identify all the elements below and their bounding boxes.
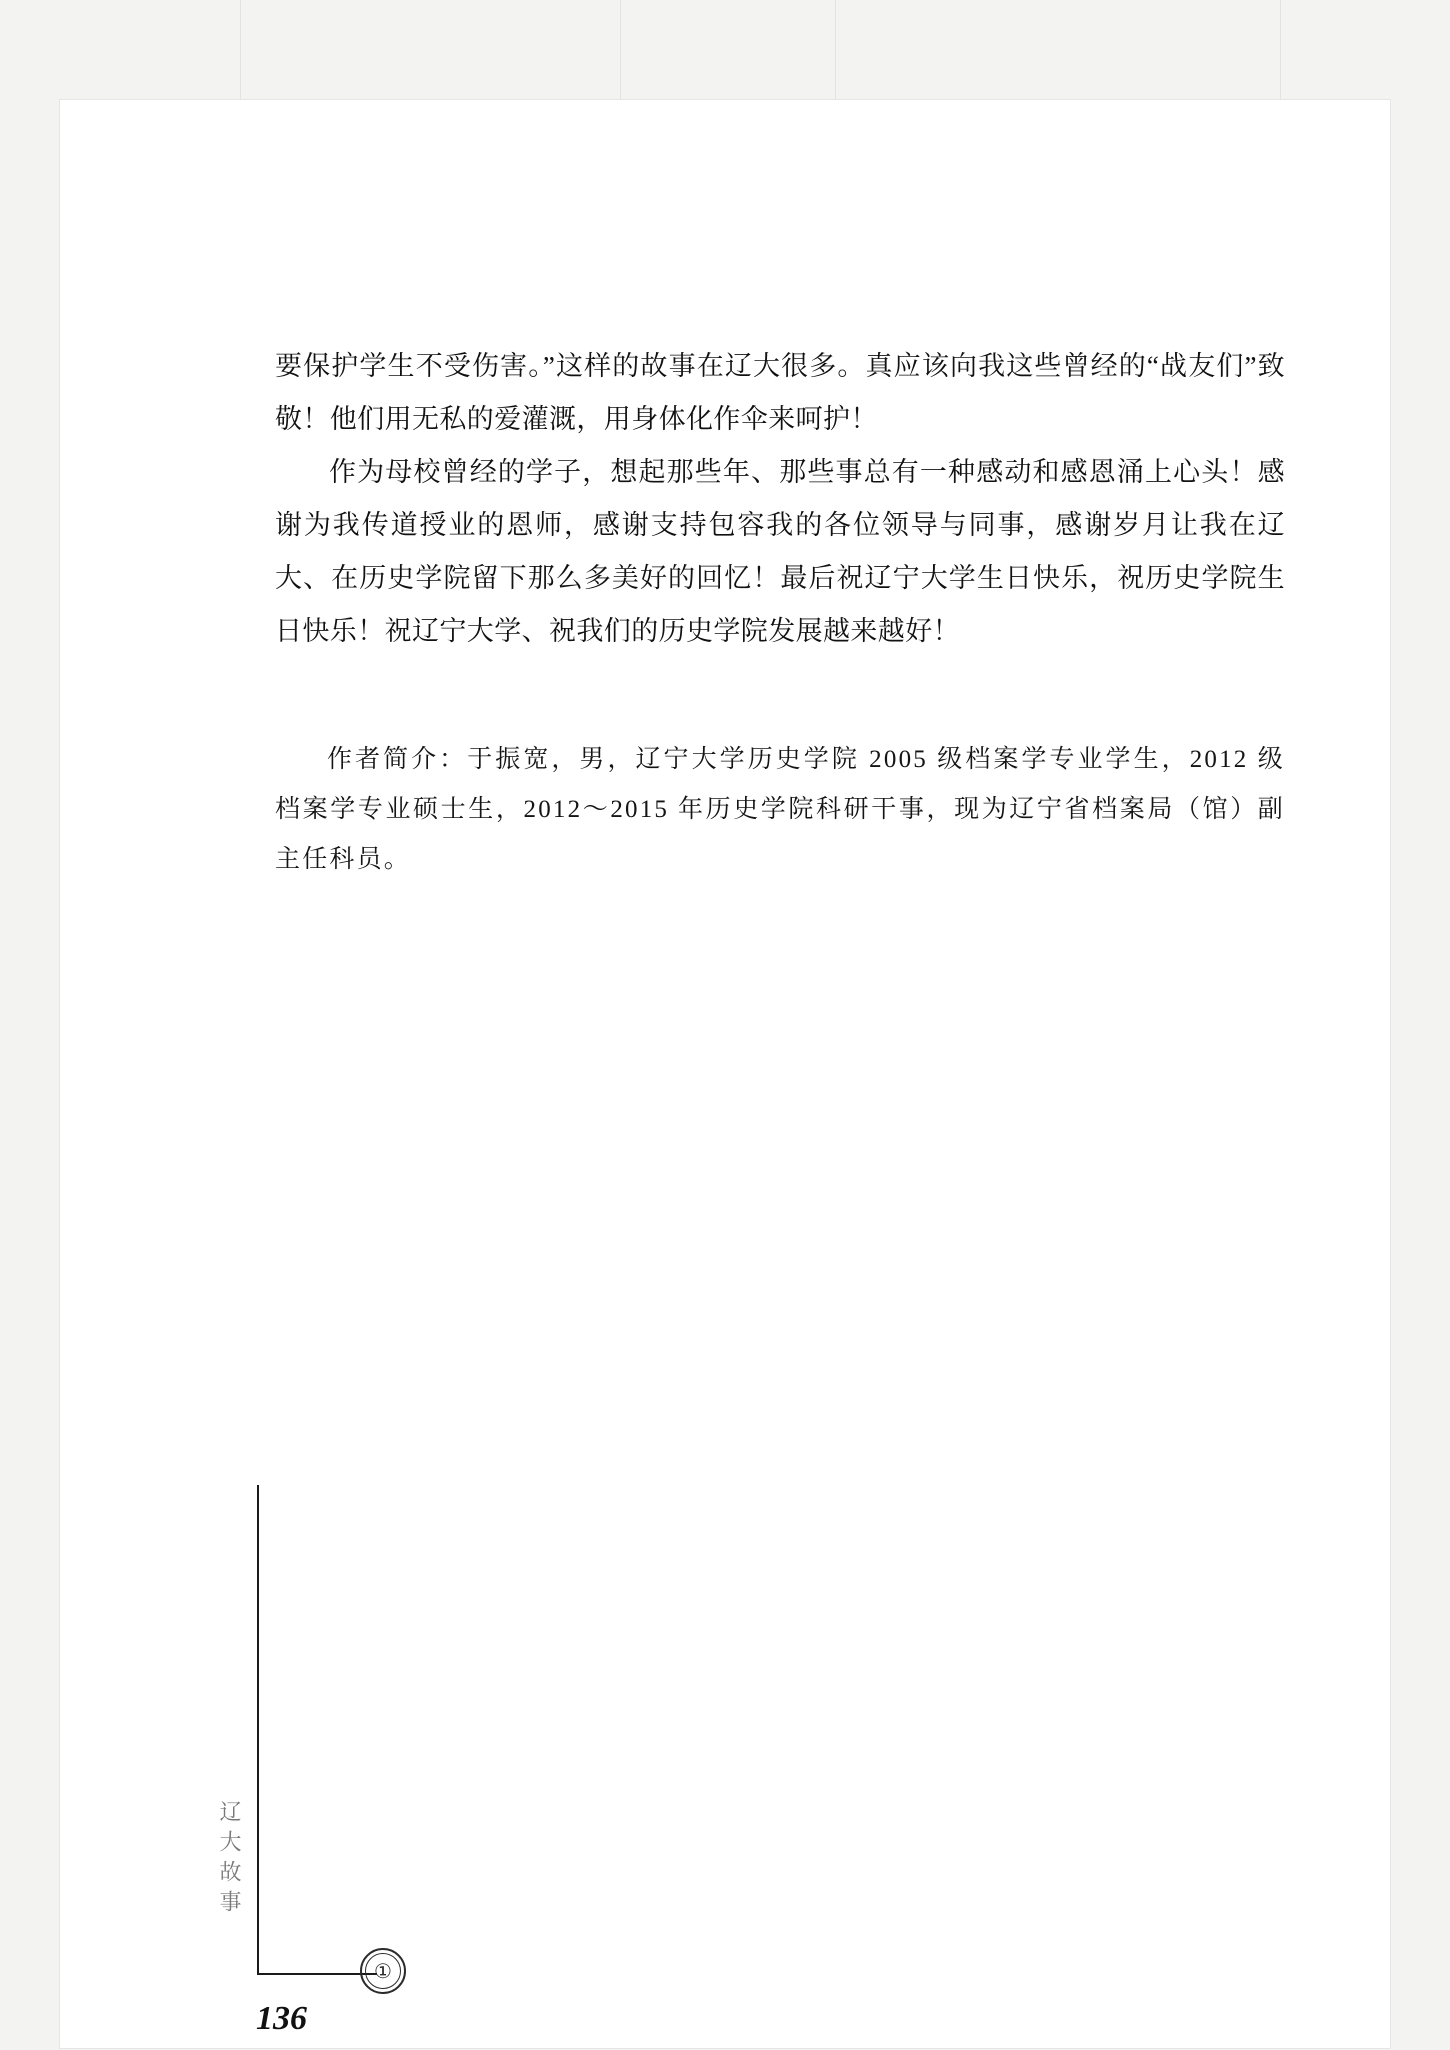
emblem-glyph: ① (374, 1960, 392, 1983)
page-sheet (60, 100, 1390, 2048)
decorative-vertical-rule (257, 1485, 259, 1975)
scan-artifact-line (835, 0, 836, 100)
author-note: 作者简介：于振宽，男，辽宁大学历史学院 2005 级档案学专业学生，2012 级档案学专业硕士生，2012～2015 年历史学院科研干事，现为辽宁省档案局（馆）副主任科员。 (275, 746, 1285, 873)
author-note-block (275, 735, 1285, 885)
scan-artifact-line (1280, 0, 1281, 100)
body-text (275, 340, 1285, 658)
circular-emblem-icon (360, 1948, 406, 1994)
scan-artifact-line (240, 0, 241, 100)
paragraph: 作为母校曾经的学子，想起那些年、那些事总有一种感动和感恩涌上心头！感谢为我传道授业的恩师，感谢支持包容我的各位领导与同事，感谢岁月让我在辽大、在历史学院留下那么多美好的回忆！最后祝辽宁大学生日快乐，祝历史学院生日快乐！祝辽宁大学、祝我们的历史学院发展越来越好！ (275, 457, 1285, 646)
page-number: 136 (256, 2000, 307, 2037)
decorative-horizontal-rule (257, 1973, 377, 1975)
scan-artifact-line (620, 0, 621, 100)
paragraph: 要保护学生不受伤害。”这样的故事在辽大很多。真应该向我这些曾经的“战友们”致敬！他们用无私的爱灌溉，用身体化作伞来呵护！ (275, 351, 1285, 434)
side-caption: 辽大故事 (217, 1800, 242, 1920)
